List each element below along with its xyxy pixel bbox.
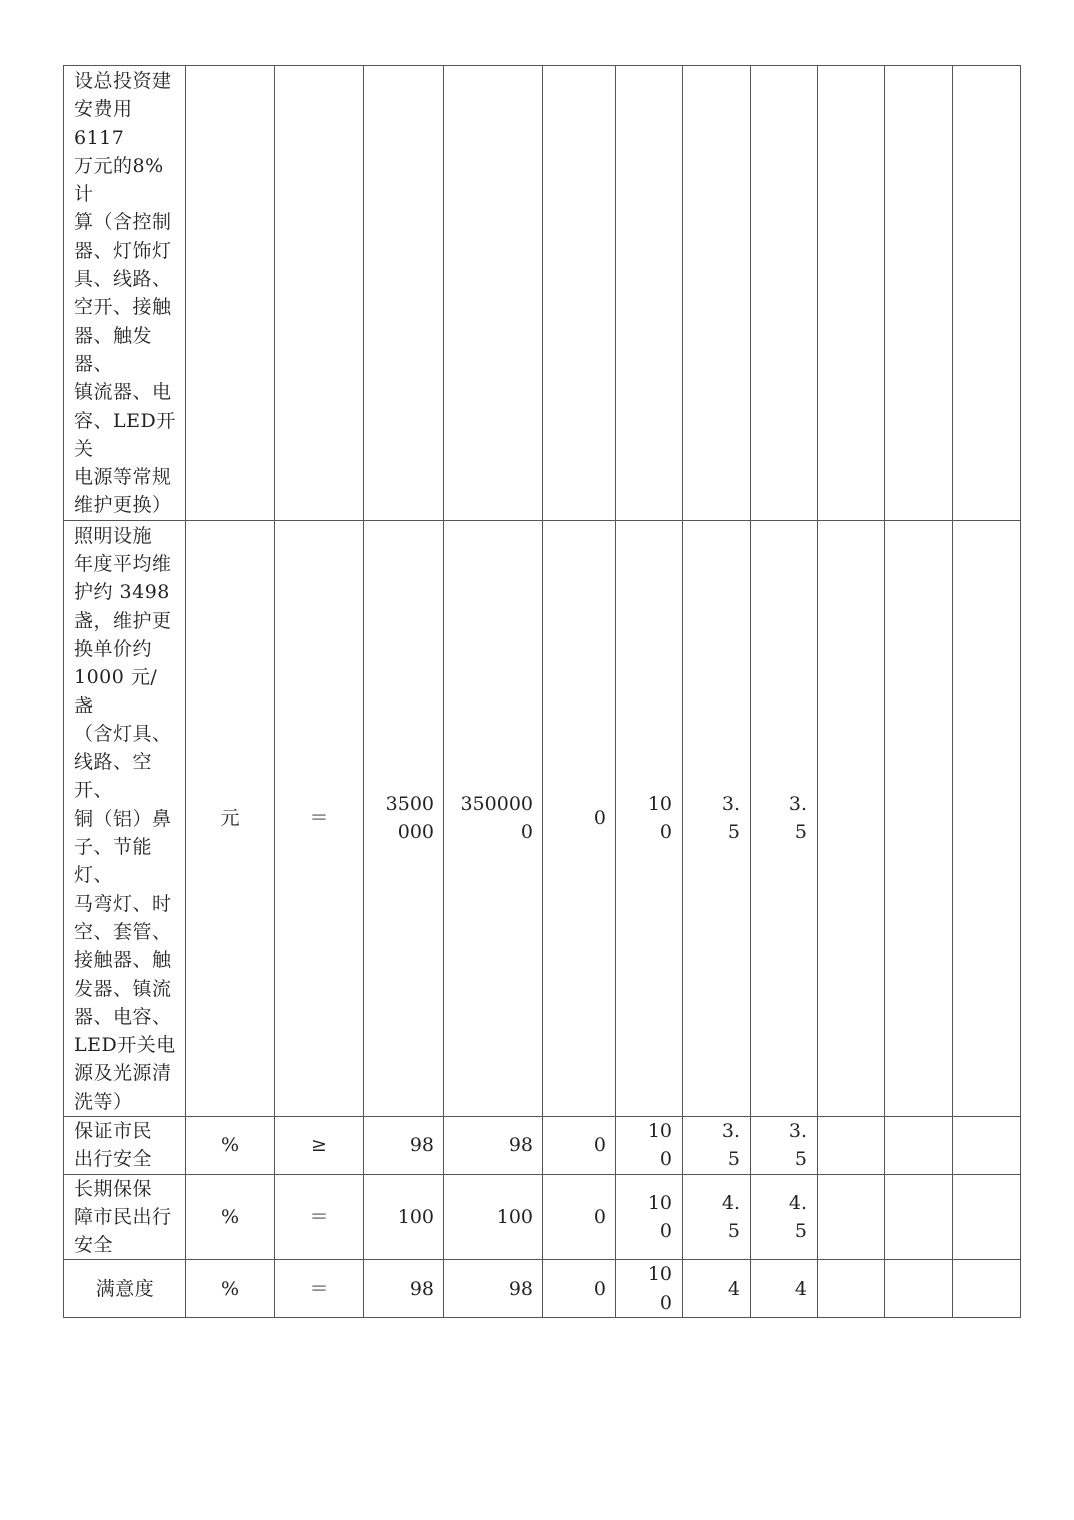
weight-cell: 10 0 <box>616 520 683 1116</box>
empty-cell <box>953 1116 1021 1174</box>
operator-cell: ≥ <box>275 1116 364 1174</box>
target-value-cell: 98 <box>364 1260 444 1318</box>
indicator-description-cell <box>64 1174 186 1260</box>
target-value-cell: 98 <box>364 1116 444 1174</box>
unit-cell: % <box>186 1260 275 1318</box>
difference-cell: 0 <box>543 1260 616 1318</box>
empty-cell <box>885 1260 953 1318</box>
indicator-description: 满意度 <box>95 1277 155 1300</box>
unit-cell: % <box>186 1116 275 1174</box>
final-score-cell: 4. 5 <box>751 1174 818 1260</box>
final-score-cell <box>751 66 818 521</box>
table-row <box>64 66 1021 521</box>
indicator-description: 照明设施 年度平均维 护约 3498 盏，维护更 换单价约 1000 元/盏 （含灯具、 线路、空开、 铜（铝）鼻 子、节能灯、 马弯灯、时 空、套管、 接触器、触 发器、镇流 器、电容、 LED开关电 源及光源清 洗等） <box>74 524 176 1113</box>
indicator-description-cell <box>64 1116 186 1174</box>
indicator-description: 保证市民 出行安全 <box>74 1119 153 1171</box>
operator-cell: ＝ <box>275 520 364 1116</box>
score-cell <box>683 66 751 521</box>
operator-cell <box>275 66 364 521</box>
weight-cell: 10 0 <box>616 1116 683 1174</box>
operator-cell: ＝ <box>275 1174 364 1260</box>
final-score-cell: 4 <box>751 1260 818 1318</box>
weight-cell <box>616 66 683 521</box>
empty-cell <box>818 1174 885 1260</box>
difference-cell: 0 <box>543 520 616 1116</box>
indicator-description: 设总投资建 安费用6117 万元的8%计 算（含控制 器、灯饰灯 具、线路、 空开、接触 器、触发器、 镇流器、电 容、LED开关 电源等常规 维护更换） <box>74 70 176 517</box>
unit-cell: % <box>186 1174 275 1260</box>
target-value-cell <box>364 66 444 521</box>
actual-value-cell: 350000 0 <box>444 520 543 1116</box>
indicator-description-cell <box>64 1260 186 1318</box>
empty-cell <box>818 520 885 1116</box>
empty-cell <box>953 1260 1021 1318</box>
score-cell: 4 <box>683 1260 751 1318</box>
score-cell: 4. 5 <box>683 1174 751 1260</box>
unit-cell: 元 <box>186 520 275 1116</box>
score-cell: 3. 5 <box>683 1116 751 1174</box>
empty-cell <box>885 520 953 1116</box>
empty-cell <box>953 520 1021 1116</box>
table-row <box>64 1174 1021 1260</box>
target-value-cell: 100 <box>364 1174 444 1260</box>
weight-cell: 10 0 <box>616 1174 683 1260</box>
difference-cell <box>543 66 616 521</box>
unit-cell <box>186 66 275 521</box>
indicator-table <box>63 65 1021 1318</box>
indicator-description-cell <box>64 66 186 521</box>
empty-cell <box>818 1260 885 1318</box>
table-row <box>64 1260 1021 1318</box>
difference-cell: 0 <box>543 1116 616 1174</box>
indicator-description-cell <box>64 520 186 1116</box>
actual-value-cell: 98 <box>444 1260 543 1318</box>
actual-value-cell: 100 <box>444 1174 543 1260</box>
empty-cell <box>953 66 1021 521</box>
weight-cell: 10 0 <box>616 1260 683 1318</box>
score-cell: 3. 5 <box>683 520 751 1116</box>
table-row <box>64 1116 1021 1174</box>
difference-cell: 0 <box>543 1174 616 1260</box>
final-score-cell: 3. 5 <box>751 1116 818 1174</box>
table-row <box>64 520 1021 1116</box>
empty-cell <box>818 1116 885 1174</box>
actual-value-cell <box>444 66 543 521</box>
empty-cell <box>818 66 885 521</box>
actual-value-cell: 98 <box>444 1116 543 1174</box>
target-value-cell: 3500 000 <box>364 520 444 1116</box>
empty-cell <box>885 1174 953 1260</box>
empty-cell <box>953 1174 1021 1260</box>
empty-cell <box>885 1116 953 1174</box>
empty-cell <box>885 66 953 521</box>
indicator-description: 长期保保 障市民出行 安全 <box>74 1177 172 1257</box>
operator-cell: ＝ <box>275 1260 364 1318</box>
final-score-cell: 3. 5 <box>751 520 818 1116</box>
